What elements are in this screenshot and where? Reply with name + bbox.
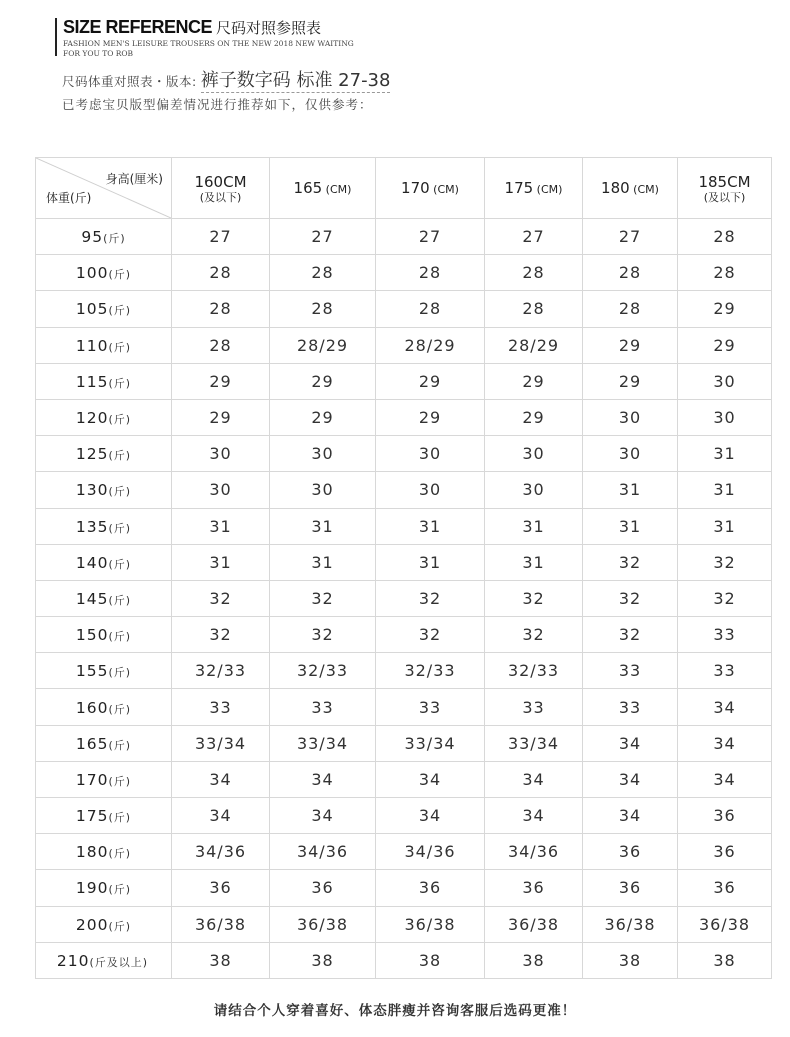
row-weight-unit: (斤) bbox=[108, 304, 132, 318]
size-cell: 33 bbox=[583, 653, 678, 689]
size-cell: 31 bbox=[485, 508, 583, 544]
row-weight-unit: (斤) bbox=[108, 702, 132, 716]
size-cell: 32 bbox=[376, 580, 485, 616]
size-cell: 28 bbox=[678, 255, 772, 291]
column-header bbox=[485, 158, 583, 219]
size-cell: 31 bbox=[270, 508, 376, 544]
size-cell: 28 bbox=[172, 327, 270, 363]
size-cell: 30 bbox=[376, 472, 485, 508]
size-cell: 36 bbox=[678, 798, 772, 834]
row-weight-value: 190 bbox=[75, 879, 109, 898]
size-cell: 30 bbox=[485, 472, 583, 508]
size-cell: 30 bbox=[270, 472, 376, 508]
table-row bbox=[36, 472, 772, 508]
size-cell: 28 bbox=[172, 255, 270, 291]
size-cell: 30 bbox=[678, 399, 772, 435]
size-cell: 31 bbox=[678, 436, 772, 472]
size-cell: 36/38 bbox=[485, 906, 583, 942]
row-weight-unit: (斤) bbox=[108, 557, 132, 571]
size-cell: 28 bbox=[270, 291, 376, 327]
size-cell: 31 bbox=[270, 544, 376, 580]
row-header-weight bbox=[36, 689, 172, 725]
column-header-sub: (及以下) bbox=[199, 190, 242, 204]
table-row bbox=[36, 580, 772, 616]
row-weight-value: 130 bbox=[75, 481, 109, 500]
size-cell: 33/34 bbox=[172, 725, 270, 761]
table-row bbox=[36, 291, 772, 327]
size-cell: 34 bbox=[376, 761, 485, 797]
size-cell: 31 bbox=[172, 544, 270, 580]
size-cell: 30 bbox=[583, 399, 678, 435]
row-weight-value: 95 bbox=[81, 228, 104, 247]
row-weight-value: 135 bbox=[75, 517, 109, 536]
size-cell: 28 bbox=[485, 291, 583, 327]
size-cell: 34 bbox=[270, 761, 376, 797]
size-cell: 36 bbox=[172, 870, 270, 906]
size-cell: 36 bbox=[678, 834, 772, 870]
size-cell: 33/34 bbox=[376, 725, 485, 761]
column-header-main: 175 bbox=[504, 179, 534, 197]
column-header-unit: (CM) bbox=[429, 183, 459, 196]
size-cell: 32 bbox=[678, 580, 772, 616]
table-row bbox=[36, 544, 772, 580]
row-weight-unit: (斤) bbox=[108, 738, 132, 752]
column-header-main: 185CM bbox=[698, 172, 751, 191]
row-weight-unit: (斤及以上) bbox=[89, 955, 149, 969]
table-row bbox=[36, 725, 772, 761]
size-cell: 31 bbox=[485, 544, 583, 580]
size-cell: 27 bbox=[583, 219, 678, 255]
size-table bbox=[35, 157, 772, 979]
row-header-weight bbox=[36, 942, 172, 978]
column-header bbox=[172, 158, 270, 219]
corner-height-label: 身高(厘米) bbox=[105, 172, 163, 186]
size-cell: 31 bbox=[678, 472, 772, 508]
row-header-weight bbox=[36, 798, 172, 834]
row-header-weight bbox=[36, 363, 172, 399]
row-weight-value: 150 bbox=[75, 626, 109, 645]
size-cell: 31 bbox=[376, 508, 485, 544]
size-cell: 30 bbox=[270, 436, 376, 472]
row-weight-unit: (斤) bbox=[108, 774, 132, 788]
footer-note: 请结合个人穿着喜好、体态胖瘦并咨询客服后选码更准！ bbox=[213, 1003, 577, 1019]
column-header-unit: (CM) bbox=[629, 183, 659, 196]
size-cell: 32/33 bbox=[270, 653, 376, 689]
size-cell: 32/33 bbox=[172, 653, 270, 689]
table-row bbox=[36, 363, 772, 399]
size-cell: 38 bbox=[172, 942, 270, 978]
row-weight-value: 100 bbox=[75, 264, 109, 283]
size-cell: 33 bbox=[678, 617, 772, 653]
size-cell: 29 bbox=[678, 291, 772, 327]
size-cell: 29 bbox=[583, 363, 678, 399]
size-cell: 36/38 bbox=[172, 906, 270, 942]
table-row bbox=[36, 834, 772, 870]
column-header-main: 170 bbox=[401, 179, 430, 197]
size-cell: 33 bbox=[678, 653, 772, 689]
size-cell: 32 bbox=[270, 617, 376, 653]
size-cell: 27 bbox=[172, 219, 270, 255]
size-cell: 32 bbox=[583, 544, 678, 580]
size-cell: 28/29 bbox=[270, 327, 376, 363]
size-cell: 34 bbox=[678, 689, 772, 725]
size-cell: 31 bbox=[678, 508, 772, 544]
size-cell: 34/36 bbox=[376, 834, 485, 870]
column-header bbox=[376, 158, 485, 219]
size-cell: 29 bbox=[583, 327, 678, 363]
size-cell: 36/38 bbox=[678, 906, 772, 942]
row-weight-unit: (斤) bbox=[108, 811, 132, 825]
size-cell: 36/38 bbox=[583, 906, 678, 942]
title-english: SIZE REFERENCE bbox=[63, 17, 213, 37]
row-header-weight bbox=[36, 834, 172, 870]
row-weight-value: 115 bbox=[75, 372, 109, 391]
row-weight-unit: (斤) bbox=[108, 883, 132, 897]
size-cell: 30 bbox=[583, 436, 678, 472]
table-body bbox=[36, 219, 772, 979]
size-cell: 34 bbox=[678, 761, 772, 797]
table-row bbox=[36, 508, 772, 544]
row-header-weight bbox=[36, 725, 172, 761]
table-row bbox=[36, 399, 772, 435]
size-cell: 28 bbox=[583, 291, 678, 327]
table-row bbox=[36, 436, 772, 472]
size-cell: 33 bbox=[270, 689, 376, 725]
column-header-sub: (及以下) bbox=[703, 190, 746, 204]
size-cell: 30 bbox=[172, 436, 270, 472]
corner-weight-label: 体重(斤) bbox=[46, 191, 92, 205]
size-cell: 32 bbox=[172, 580, 270, 616]
table-row bbox=[36, 906, 772, 942]
row-header-weight bbox=[36, 906, 172, 942]
size-cell: 31 bbox=[583, 508, 678, 544]
row-header-weight bbox=[36, 291, 172, 327]
size-cell: 33 bbox=[583, 689, 678, 725]
row-weight-unit: (斤) bbox=[108, 413, 132, 427]
row-weight-unit: (斤) bbox=[108, 593, 132, 607]
column-header bbox=[270, 158, 376, 219]
row-header-weight bbox=[36, 870, 172, 906]
size-cell: 36 bbox=[376, 870, 485, 906]
subtitle: FASHION MEN'S LEISURE TROUSERS ON THE NEW 2018 NEW WAITING FOR YOU TO ROB bbox=[63, 39, 354, 58]
size-cell: 27 bbox=[270, 219, 376, 255]
table-row bbox=[36, 942, 772, 978]
column-header-unit: (CM) bbox=[322, 183, 352, 196]
row-weight-value: 120 bbox=[75, 409, 109, 428]
size-cell: 29 bbox=[172, 399, 270, 435]
size-cell: 30 bbox=[172, 472, 270, 508]
size-cell: 28 bbox=[270, 255, 376, 291]
table-header-row bbox=[36, 158, 772, 219]
size-cell: 30 bbox=[485, 436, 583, 472]
size-cell: 29 bbox=[376, 399, 485, 435]
size-cell: 32/33 bbox=[376, 653, 485, 689]
size-cell: 29 bbox=[678, 327, 772, 363]
row-weight-unit: (斤) bbox=[108, 268, 132, 282]
version-value: 裤子数字码 标准 27-38 bbox=[200, 70, 391, 91]
row-header-weight bbox=[36, 399, 172, 435]
size-cell: 34/36 bbox=[270, 834, 376, 870]
size-cell: 33/34 bbox=[485, 725, 583, 761]
size-cell: 28 bbox=[678, 219, 772, 255]
recommendation-note: 已考虑宝贝版型偏差情况进行推荐如下，仅供参考： bbox=[62, 97, 373, 112]
size-cell: 38 bbox=[376, 942, 485, 978]
size-cell: 38 bbox=[485, 942, 583, 978]
row-header-weight bbox=[36, 761, 172, 797]
size-cell: 28 bbox=[376, 291, 485, 327]
row-weight-unit: (斤) bbox=[108, 919, 132, 933]
table-row bbox=[36, 617, 772, 653]
size-cell: 33/34 bbox=[270, 725, 376, 761]
row-weight-unit: (斤) bbox=[108, 449, 132, 463]
row-header-weight bbox=[36, 544, 172, 580]
table-row bbox=[36, 219, 772, 255]
size-cell: 30 bbox=[678, 363, 772, 399]
row-weight-unit: (斤) bbox=[103, 232, 126, 246]
row-header-weight bbox=[36, 617, 172, 653]
size-cell: 27 bbox=[485, 219, 583, 255]
size-cell: 34/36 bbox=[485, 834, 583, 870]
size-cell: 34 bbox=[376, 798, 485, 834]
size-cell: 36 bbox=[678, 870, 772, 906]
size-cell: 34 bbox=[583, 761, 678, 797]
row-header-weight bbox=[36, 653, 172, 689]
size-cell: 33 bbox=[172, 689, 270, 725]
size-cell: 33 bbox=[485, 689, 583, 725]
size-cell: 29 bbox=[376, 363, 485, 399]
size-cell: 28 bbox=[376, 255, 485, 291]
version-label: 尺码体重对照表・版本: bbox=[62, 74, 197, 89]
size-cell: 34 bbox=[485, 798, 583, 834]
size-cell: 34 bbox=[485, 761, 583, 797]
size-cell: 34 bbox=[583, 798, 678, 834]
size-cell: 29 bbox=[485, 363, 583, 399]
size-cell: 34/36 bbox=[172, 834, 270, 870]
size-cell: 28 bbox=[583, 255, 678, 291]
size-cell: 32/33 bbox=[485, 653, 583, 689]
row-weight-value: 160 bbox=[75, 698, 109, 717]
size-cell: 28 bbox=[172, 291, 270, 327]
size-cell: 32 bbox=[583, 580, 678, 616]
column-header-main: 180 bbox=[601, 179, 630, 197]
row-header-weight bbox=[36, 436, 172, 472]
size-cell: 31 bbox=[583, 472, 678, 508]
row-weight-unit: (斤) bbox=[108, 340, 132, 354]
size-cell: 34 bbox=[172, 761, 270, 797]
row-weight-value: 155 bbox=[75, 662, 109, 681]
size-cell: 34 bbox=[270, 798, 376, 834]
size-cell: 38 bbox=[678, 942, 772, 978]
size-cell: 30 bbox=[376, 436, 485, 472]
size-cell: 32 bbox=[485, 617, 583, 653]
row-weight-unit: (斤) bbox=[108, 376, 132, 390]
column-header-unit: (CM) bbox=[533, 183, 563, 196]
table-row bbox=[36, 798, 772, 834]
size-cell: 32 bbox=[376, 617, 485, 653]
size-cell: 31 bbox=[376, 544, 485, 580]
column-header-main: 165 bbox=[293, 179, 323, 197]
size-cell: 28 bbox=[485, 255, 583, 291]
row-weight-unit: (斤) bbox=[108, 630, 132, 644]
version-line bbox=[62, 66, 390, 92]
size-cell: 34 bbox=[678, 725, 772, 761]
row-weight-value: 125 bbox=[75, 445, 109, 464]
row-weight-unit: (斤) bbox=[108, 666, 132, 680]
size-cell: 28/29 bbox=[485, 327, 583, 363]
row-header-weight bbox=[36, 219, 172, 255]
row-weight-value: 140 bbox=[75, 553, 109, 572]
table-row bbox=[36, 327, 772, 363]
size-cell: 32 bbox=[172, 617, 270, 653]
size-cell: 38 bbox=[270, 942, 376, 978]
size-cell: 36 bbox=[270, 870, 376, 906]
size-cell: 36/38 bbox=[376, 906, 485, 942]
table-row bbox=[36, 689, 772, 725]
row-weight-unit: (斤) bbox=[108, 847, 132, 861]
corner-diagonal bbox=[36, 158, 171, 218]
row-weight-value: 170 bbox=[75, 770, 109, 789]
page-title bbox=[63, 17, 321, 38]
row-weight-value: 110 bbox=[75, 336, 109, 355]
table-row bbox=[36, 653, 772, 689]
row-weight-value: 165 bbox=[75, 734, 109, 753]
row-header-weight bbox=[36, 580, 172, 616]
size-cell: 34 bbox=[583, 725, 678, 761]
row-weight-value: 200 bbox=[75, 915, 109, 934]
column-header-main: 160CM bbox=[194, 172, 247, 191]
column-header bbox=[583, 158, 678, 219]
size-cell: 36 bbox=[583, 834, 678, 870]
size-cell: 32 bbox=[270, 580, 376, 616]
size-cell: 34 bbox=[172, 798, 270, 834]
size-cell: 29 bbox=[270, 399, 376, 435]
row-weight-value: 180 bbox=[75, 843, 109, 862]
size-cell: 27 bbox=[376, 219, 485, 255]
size-cell: 36 bbox=[583, 870, 678, 906]
size-cell: 29 bbox=[172, 363, 270, 399]
table-row bbox=[36, 761, 772, 797]
size-cell: 29 bbox=[270, 363, 376, 399]
row-header-weight bbox=[36, 508, 172, 544]
size-cell: 28/29 bbox=[376, 327, 485, 363]
table-row bbox=[36, 255, 772, 291]
size-cell: 33 bbox=[376, 689, 485, 725]
row-header-weight bbox=[36, 255, 172, 291]
row-weight-value: 105 bbox=[75, 300, 109, 319]
row-weight-value: 175 bbox=[75, 807, 109, 826]
corner-header bbox=[36, 158, 172, 219]
row-header-weight bbox=[36, 472, 172, 508]
size-cell: 32 bbox=[678, 544, 772, 580]
row-weight-unit: (斤) bbox=[108, 485, 132, 499]
size-cell: 29 bbox=[485, 399, 583, 435]
column-header bbox=[678, 158, 772, 219]
table-row bbox=[36, 870, 772, 906]
size-cell: 36 bbox=[485, 870, 583, 906]
size-cell: 32 bbox=[583, 617, 678, 653]
size-cell: 38 bbox=[583, 942, 678, 978]
row-header-weight bbox=[36, 327, 172, 363]
title-chinese: 尺码对照参照表 bbox=[216, 19, 322, 37]
size-cell: 36/38 bbox=[270, 906, 376, 942]
header-accent-bar bbox=[55, 18, 57, 56]
row-weight-value: 210 bbox=[56, 951, 90, 970]
size-cell: 32 bbox=[485, 580, 583, 616]
row-weight-unit: (斤) bbox=[108, 521, 132, 535]
row-weight-value: 145 bbox=[75, 589, 109, 608]
size-cell: 31 bbox=[172, 508, 270, 544]
